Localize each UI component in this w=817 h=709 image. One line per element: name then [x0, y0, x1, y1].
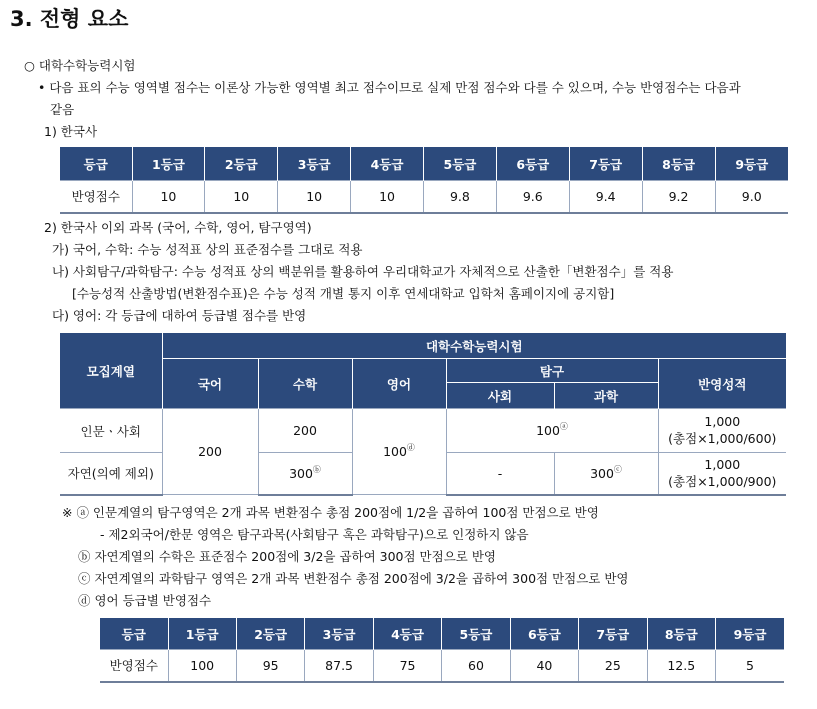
others-ga: 가) 국어, 수학: 수능 성적표 상의 표준점수를 그대로 적용 — [52, 242, 363, 257]
main-header-row2 — [60, 359, 786, 383]
english-value-g4: 75 — [373, 650, 441, 682]
english-header-g9: 9등급 — [716, 618, 785, 650]
history-value-g3: 10 — [278, 181, 351, 213]
main-header-science: 과학 — [554, 383, 658, 409]
main-row1-inquiry-cell — [446, 409, 658, 453]
history-header-row — [60, 147, 788, 181]
section-title: 3. 전형 요소 — [10, 7, 129, 31]
main-english-mark: ⓓ — [406, 443, 415, 452]
main-header-reflect: 반영성적 — [658, 359, 786, 409]
intro-bullet-line2: 같음 — [50, 102, 75, 117]
english-value-g6: 40 — [510, 650, 578, 682]
intro-bullet-line1: • 다음 표의 수능 영역별 점수는 이론상 가능한 영역별 최고 점수이므로 실제 만점 점수와 다를 수 있으며, 수능 반영점수는 다음과 — [38, 80, 741, 95]
main-row1-total-sub: (총점×1,000/600) — [668, 431, 777, 446]
main-row-humanities — [60, 409, 786, 453]
english-header-g3: 3등급 — [305, 618, 373, 650]
note-a: ※ ⓐ 인문계열의 탐구영역은 2개 과목 변환점수 총점 200점에 1/2을 곱하여 100점 만점으로 반영 — [62, 505, 599, 520]
main-row1-math: 200 — [258, 409, 352, 453]
english-value-g8: 12.5 — [647, 650, 715, 682]
main-row2-label: 자연(의예 제외) — [60, 453, 162, 495]
english-value-g3: 87.5 — [305, 650, 373, 682]
main-row2-total-sub: (총점×1,000/900) — [668, 473, 777, 489]
main-row2-science: 300 — [590, 465, 614, 481]
note-d: ⓓ 영어 등급별 반영점수 — [78, 593, 212, 608]
history-value-row — [60, 181, 788, 213]
english-value-g2: 95 — [236, 650, 304, 682]
main-header-korean: 국어 — [162, 359, 258, 409]
others-heading: 2) 한국사 이외 과목 (국어, 수학, 영어, 탐구영역) — [44, 220, 312, 235]
english-value-g1: 100 — [168, 650, 236, 682]
main-row1-inquiry-mark: ⓐ — [559, 422, 568, 431]
history-value-g6: 9.6 — [496, 181, 569, 213]
english-header-g4: 4등급 — [373, 618, 441, 650]
history-value-g2: 10 — [205, 181, 278, 213]
main-header-row1 — [60, 333, 786, 359]
main-row2-math: 300 — [289, 465, 313, 481]
note-b: ⓑ 자연계열의 수학은 표준점수 200점에 3/2을 곱하여 300점 만점으로 반영 — [78, 549, 496, 564]
history-header-g3: 3등급 — [278, 147, 351, 181]
english-row-label: 반영점수 — [100, 650, 168, 682]
english-value-g7: 25 — [579, 650, 647, 682]
english-header-g5: 5등급 — [442, 618, 510, 650]
english-header-g1: 1등급 — [168, 618, 236, 650]
main-row2-math-cell — [258, 453, 352, 495]
history-value-g9: 9.0 — [715, 181, 788, 213]
english-header-grade: 등급 — [100, 618, 168, 650]
main-row2-math-mark: ⓑ — [312, 464, 321, 474]
history-value-g1: 10 — [132, 181, 205, 213]
english-value-g9: 5 — [716, 650, 785, 682]
english-value-g5: 60 — [442, 650, 510, 682]
main-header-inquiry: 탐구 — [446, 359, 658, 383]
main-row2-social: - — [446, 453, 554, 495]
main-header-math: 수학 — [258, 359, 352, 409]
history-heading: 1) 한국사 — [44, 124, 98, 139]
main-header-english: 영어 — [352, 359, 446, 409]
history-header-g1: 1등급 — [132, 147, 205, 181]
main-header-social: 사회 — [446, 383, 554, 409]
main-row2-total-cell — [658, 453, 786, 495]
main-row1-total: 1,000 — [704, 414, 741, 429]
main-row2-total: 1,000 — [704, 456, 741, 472]
main-row2-science-cell — [554, 453, 658, 495]
history-value-g4: 10 — [351, 181, 424, 213]
note-a-sub: - 제2외국어/한문 영역은 탐구과목(사회탐구 혹은 과학탐구)으로 인정하지 않음 — [100, 527, 529, 542]
history-value-g7: 9.4 — [569, 181, 642, 213]
history-row-label: 반영점수 — [60, 181, 132, 213]
english-header-g2: 2등급 — [236, 618, 304, 650]
history-header-g2: 2등급 — [205, 147, 278, 181]
history-header-grade: 등급 — [60, 147, 132, 181]
others-da: 다) 영어: 각 등급에 대하여 등급별 점수를 반영 — [52, 308, 307, 323]
main-english-score: 100 — [383, 444, 407, 459]
history-value-g8: 9.2 — [642, 181, 715, 213]
main-header-super: 대학수학능력시험 — [162, 333, 786, 359]
english-score-table — [100, 617, 784, 683]
main-header-col-group: 모집계열 — [60, 333, 162, 409]
main-english-cell — [352, 409, 446, 495]
history-header-g4: 4등급 — [351, 147, 424, 181]
csat-reflection-table — [60, 332, 786, 496]
english-value-row — [100, 650, 784, 682]
history-value-g5: 9.8 — [424, 181, 497, 213]
history-header-g5: 5등급 — [424, 147, 497, 181]
english-header-g7: 7등급 — [579, 618, 647, 650]
main-row1-inquiry: 100 — [536, 423, 560, 438]
english-header-g6: 6등급 — [510, 618, 578, 650]
others-na: 나) 사회탐구/과학탐구: 수능 성적표 상의 백분위를 활용하여 우리대학교가 자체적으로 산출한「변환점수」를 적용 — [52, 264, 674, 279]
main-row2-science-mark: ⓒ — [613, 464, 622, 474]
others-na-note: [수능성적 산출방법(변환점수표)은 수능 성적 개별 통지 이후 연세대학교 입학처 홈페이지에 공지함] — [72, 286, 615, 301]
history-header-g8: 8등급 — [642, 147, 715, 181]
main-row1-total-cell — [658, 409, 786, 453]
history-header-g9: 9등급 — [715, 147, 788, 181]
main-korean-score: 200 — [162, 409, 258, 495]
english-header-g8: 8등급 — [647, 618, 715, 650]
history-score-table — [60, 146, 788, 214]
main-row1-label: 인문ㆍ사회 — [60, 409, 162, 453]
history-header-g6: 6등급 — [496, 147, 569, 181]
intro-heading: ○ 대학수학능력시험 — [24, 58, 136, 73]
history-header-g7: 7등급 — [569, 147, 642, 181]
english-header-row — [100, 618, 784, 650]
note-c: ⓒ 자연계열의 과학탐구 영역은 2개 과목 변환점수 총점 200점에 3/2을 곱하여 300점 만점으로 반영 — [78, 571, 629, 586]
